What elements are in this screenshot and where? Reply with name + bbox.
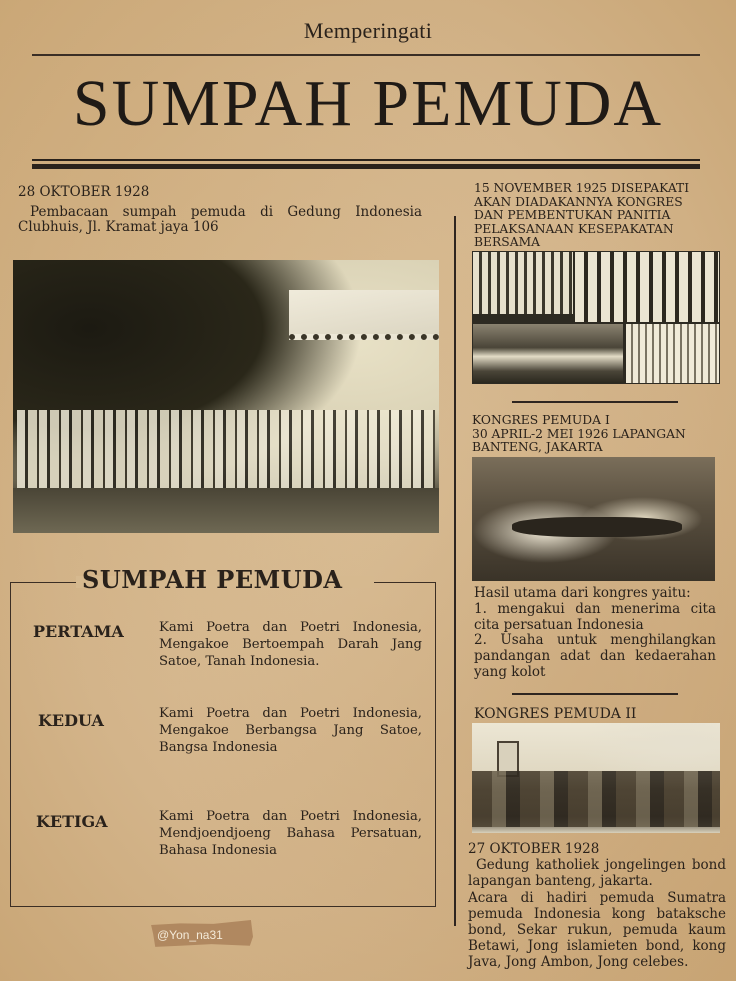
section2-heading [472,414,722,455]
section3-date: 27 OKTOBER 1928 [468,841,600,857]
section3-attendees: Acara di hadiri pemuda Sumatra pemuda Indonesia kong bataksche bond, Sekar rukun, pemuda kaum Betawi, Jong islamieten bond, kong Java, Jong Ambon, Jong celebes. [468,889,726,971]
left-date: 28 OKTOBER 1928 [18,184,150,200]
header-bottom-rule-thin [32,159,700,161]
section3-location: Gedung katholiek jongelingen bond lapangan banteng, jakarta. [468,857,726,890]
collage-photo-3 [473,324,623,383]
kongres-2-photo [472,723,720,833]
collage-photo-4 [626,324,719,383]
result-item: 1. mengakui dan menerima cita cita persatuan Indonesia [474,600,716,633]
page-title: SUMPAH PEMUDA [72,67,664,140]
collage-photo-1 [473,252,573,314]
section2-heading-line2: 30 APRIL-2 MEI 1926 LAPANGAN BANTENG, JAKARTA [472,426,686,454]
header-top-rule [32,54,700,56]
section3-heading: KONGRES PEMUDA II [474,706,637,722]
section2-heading-line1: KONGRES PEMUDA I [472,413,610,427]
section1-heading: 15 NOVEMBER 1925 DISEPAKATI AKAN DIADAKANNYA KONGRES DAN PEMBENTUKAN PANITIA PELAKSANAAN KESEPAKATAN BERSAMA [474,181,690,249]
photo-awning [289,290,439,340]
section-divider-2 [512,693,678,695]
oath-text-pertama: Kami Poetra dan Poetri Indonesia, Mengakoe Bertoempah Darah Jang Satoe, Tanah Indonesia. [159,620,422,669]
author-handle: @Yon_na31 [157,928,223,942]
header-kicker: Memperingati [303,18,433,43]
oath-label-pertama: PERTAMA [33,622,124,641]
oath-text-kedua: Kami Poetra dan Poetri Indonesia, Mengakoe Berbangsa Jang Satoe, Bangsa Indonesia [159,706,422,755]
photo-table [512,517,682,537]
oath-label-ketiga: KETIGA [36,812,108,831]
photo-ground [13,488,439,533]
section2-results [474,586,716,681]
photo-crowd [17,410,435,490]
main-photo [13,260,439,533]
oath-text-ketiga: Kami Poetra dan Poetri Indonesia, Mendjoendjoeng Bahasa Persatuan, Bahasa Indonesia [159,809,422,858]
column-divider [454,216,456,926]
photo-collage [472,251,720,384]
collage-photo-2 [575,252,719,322]
results-intro: Hasil utama dari kongres yaitu: [474,585,691,601]
section3-body [468,841,726,971]
result-item: 2. Usaha untuk menghilangkan pandangan adat dan kedaerahan yang kolot [474,632,716,680]
oath-label-kedua: KEDUA [38,711,104,730]
kongres-1-photo [472,457,715,581]
header-bottom-rule-thick [32,164,700,169]
photo-people [472,771,720,827]
box-title: SUMPAH PEMUDA [82,565,343,594]
left-description: Pembacaan sumpah pemuda di Gedung Indonesia Clubhuis, Jl. Kramat jaya 106 [18,204,422,235]
section-divider-1 [512,401,678,403]
